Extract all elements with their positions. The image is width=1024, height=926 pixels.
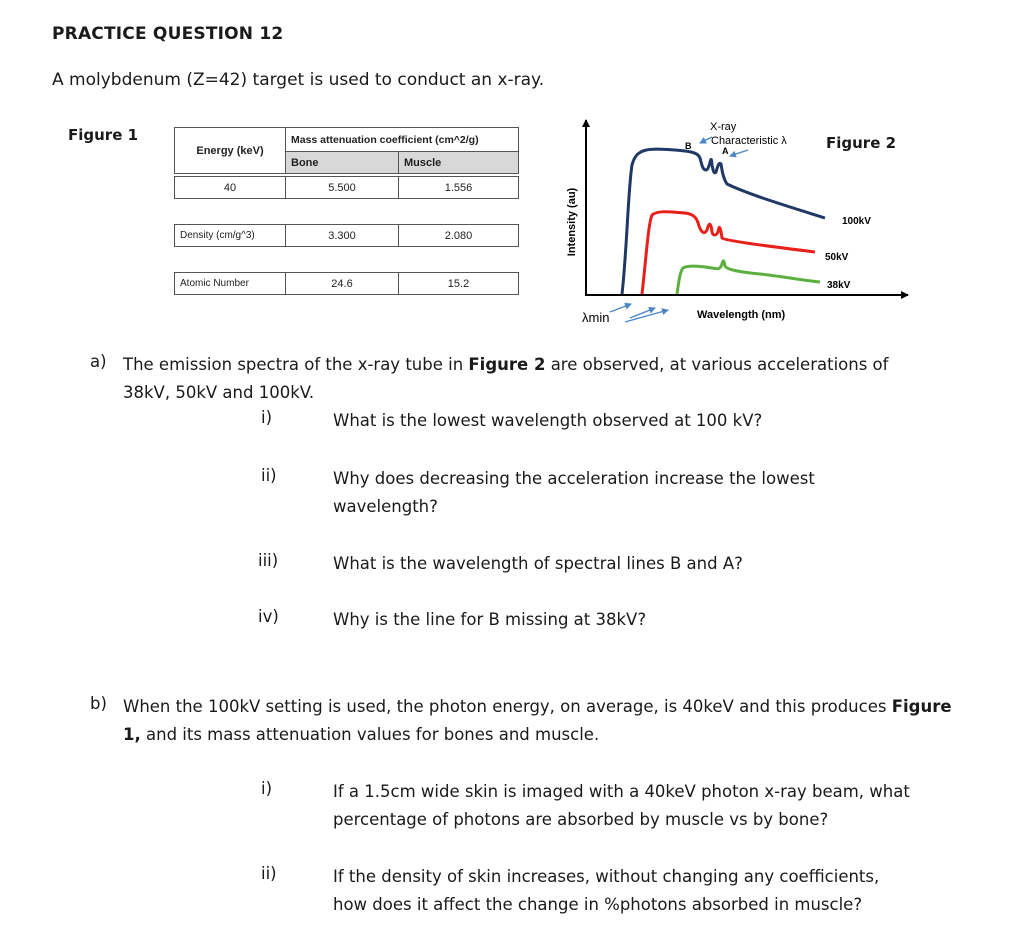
- part-a-iii-text: What is the wavelength of spectral lines B and A?: [333, 554, 743, 573]
- atomic-label: Atomic Number: [174, 272, 286, 295]
- page-title: PRACTICE QUESTION 12: [52, 24, 284, 44]
- legend-38kV: 38kV: [827, 280, 851, 291]
- part-b-text: [123, 693, 953, 749]
- part-a-i-text: What is the lowest wavelength observed at 100 kV?: [333, 411, 763, 430]
- muscle-density-value: 2.080: [398, 224, 519, 247]
- a-arrow: [730, 150, 748, 156]
- density-label: Density (cm/g^3): [174, 224, 286, 247]
- part-a-ii-num: ii): [261, 466, 277, 485]
- part-a-ii-text: Why does decreasing the acceleration increase the lowest wavelength?: [333, 469, 815, 516]
- legend-50kV: 50kV: [825, 252, 849, 263]
- lambda-min-label: λmin: [582, 310, 610, 325]
- part-b-label: b): [90, 694, 107, 713]
- xray-label: X-ray: [710, 121, 737, 133]
- part-a-text-2: are observed, at various accelerations of 38kV, 50kV and 100kV.: [123, 355, 889, 402]
- part-a-i-num: i): [261, 408, 273, 427]
- part-a-label: a): [90, 352, 107, 371]
- characteristic-label: Characteristic λ: [711, 135, 787, 147]
- muscle-mass-value: 1.556: [398, 176, 519, 199]
- intro-text: A molybdenum (Z=42) target is used to conduct an x-ray.: [52, 70, 545, 90]
- part-a-text: [123, 351, 923, 407]
- part-b-text-bold: Figure 1,: [123, 697, 952, 744]
- part-b-text-1: When the 100kV setting is used, the photon energy, on average, is 40keV and this produces: [123, 697, 892, 716]
- part-a-iii-num: iii): [258, 551, 279, 570]
- muscle-atomic-value: 15.2: [398, 272, 519, 295]
- curve-50kV: [642, 212, 815, 294]
- part-a-text-bold: Figure 2: [468, 355, 546, 374]
- line-a-label: A: [722, 146, 729, 156]
- part-b-i-text: If a 1.5cm wide skin is imaged with a 40keV photon x-ray beam, what percentage of photons are absorbed by muscle vs by bone?: [333, 782, 910, 829]
- y-axis-label: Intensity (au): [566, 187, 578, 257]
- legend-100kV: 100kV: [842, 216, 871, 227]
- bone-density-value: 3.300: [285, 224, 399, 247]
- line-b-label: B: [685, 141, 692, 151]
- part-b-ii-num: ii): [261, 864, 277, 883]
- part-b-i-num: i): [261, 779, 273, 798]
- bone-header: Bone: [285, 151, 399, 174]
- energy-header: Energy (keV): [174, 127, 286, 174]
- part-a-iv-text: Why is the line for B missing at 38kV?: [333, 610, 647, 629]
- part-a-iv-num: iv): [258, 607, 279, 626]
- lambda-arrow-1: [610, 304, 631, 312]
- part-b-text-2: and its mass attenuation values for bones and muscle.: [140, 725, 600, 744]
- part-b-ii-text: If the density of skin increases, without changing any coefficients, how does it affect the change in %photons absorbed in muscle?: [333, 867, 880, 914]
- figure1-label: Figure 1: [68, 126, 139, 144]
- mass-header: Mass attenuation coefficient (cm^2/g): [285, 127, 519, 152]
- part-a-text-1: The emission spectra of the x-ray tube in: [123, 355, 469, 374]
- curve-38kV: [677, 261, 820, 294]
- curve-100kV: [622, 149, 825, 294]
- x-axis-label: Wavelength (nm): [697, 309, 786, 321]
- bone-mass-value: 5.500: [285, 176, 399, 199]
- bone-atomic-value: 24.6: [285, 272, 399, 295]
- muscle-header: Muscle: [398, 151, 519, 174]
- figure2-label: Figure 2: [826, 134, 897, 152]
- energy-value: 40: [174, 176, 286, 199]
